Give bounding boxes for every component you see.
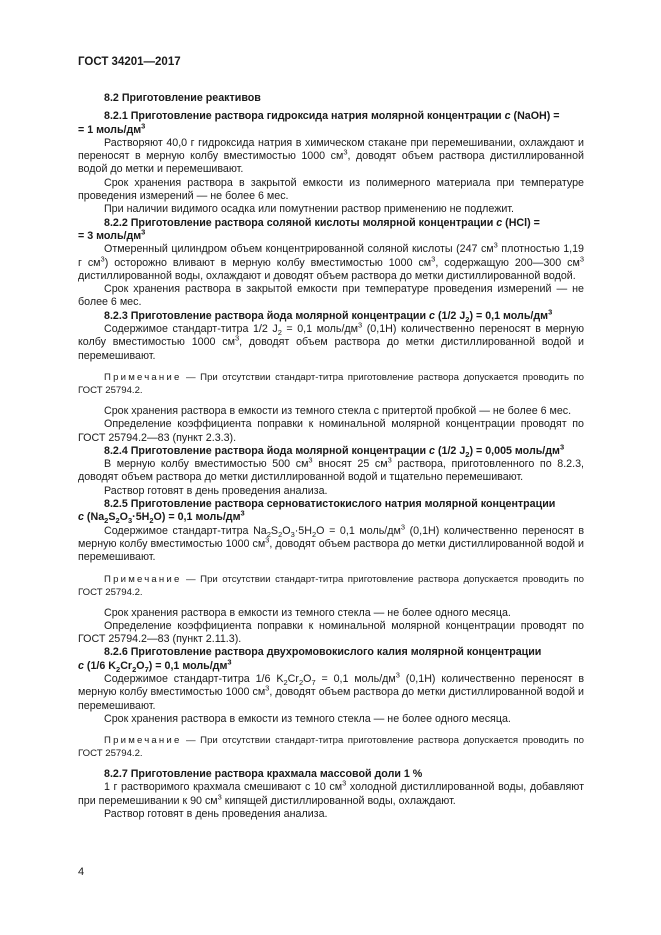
paragraph: В мерную колбу вместимостью 500 $см^3$ вносят 25 $см^3$ раствора, приготовленного по 8.2.3, доводят объем раствора до метки дистиллированной водой и тщательно перемешивают. [78,455,584,484]
heading-8-2-3: 8.2.3 Приготовление раствора йода молярной концентрации с (1/2 $J_2) = 0,1$ моль/$дм^3$ [104,307,553,324]
heading-8-2-6-cont: с (1/6 $K_2Cr_2O_7) = 0,1$ моль/$дм^3$ [78,657,232,674]
heading-8-2-1-cont: = 1 моль/$дм^3$ [78,121,146,136]
paragraph: Раствор готовят в день проведения анализа. [104,484,328,497]
paragraph: Срок хранения раствора в закрытой емкости при температуре проведения измерений — не более 6 мес. [78,283,584,309]
paragraph: Содержимое стандарт-титра 1/2 $J_2 = 0,1$ моль/$дм^3$ (0,1Н) количественно переносят в мерную колбу вместимостью 1000 $см^3$, доводят объем раствора до метки дистиллированной водой и перемешивают. [78,320,584,362]
paragraph: Содержимое стандарт-титра 1/6 $K_2Cr_2O_7 = 0,1$ моль/$дм^3$ (0,1Н) количественно переносят в мерную колбу вместимостью 1000 $см^3$, доводят объем раствора до метки дистиллированной водой и перемешивают. [78,670,585,712]
standard-header: ГОСТ 34201—2017 [78,56,181,68]
paragraph: Срок хранения раствора в емкости из темного стекла — не более одного месяца. [104,712,511,725]
paragraph: Определение коэффициента поправки к номинальной молярной концентрации проводят по ГОСТ 25794.2—83 (пункт 2.11.3). [78,619,584,646]
heading-8-2-1: 8.2.1 Приготовление раствора гидроксида натрия молярной концентрации с (NaOH) = [104,110,560,123]
heading-8-2-5: 8.2.5 Приготовление раствора серноватистокислого натрия молярной концентрации [104,498,556,511]
note: Примечание — При отсутствии стандарт-титра приготовление раствора допускается проводить по ГОСТ 25794.2. [78,573,584,598]
paragraph: Срок хранения раствора в емкости из темного стекла — не более одного месяца. [104,606,511,619]
heading-8-2-6: 8.2.6 Приготовление раствора двухромовокислого калия молярной концентрации [104,646,542,659]
paragraph: При наличии видимого осадка или помутнении раствор применению не подлежит. [104,203,514,216]
note: Примечание — При отсутствии стандарт-титра приготовление раствора допускается проводить по ГОСТ 25794.2. [78,371,584,396]
heading-8-2-4: 8.2.4 Приготовление раствора йода молярной концентрации с (1/2 $J_2) = 0,005$ моль/$дм^3$ [104,442,565,459]
note: Примечание — При отсутствии стандарт-титра приготовление раствора допускается проводить по ГОСТ 25794.2. [78,735,584,760]
paragraph: Срок хранения раствора в закрытой емкости из полимерного материала при температуре проведения измерений — не более 6 мес. [78,176,584,203]
heading-8-2-5-cont: с $(Na_2S_2O_3\cdot 5H_2O) = 0,1$ моль/$дм^3$ [78,508,245,526]
document-body [78,92,584,821]
paragraph: Определение коэффициента поправки к номинальной молярной концентрации проводят по ГОСТ 25794.2—83 (пункт 2.3.3). [78,418,584,444]
paragraph: Растворяют 40,0 г гидроксида натрия в химическом стакане при перемешивании, охлаждают и переносят в мерную колбу вместимостью 1000 $см^3$, доводят объем раствора дистиллированной водой до метки и перемешивают. [78,136,585,176]
paragraph: 1 г растворимого крахмала смешивают с 10 $см^3$ холодной дистиллированной воды, добавляют при перемешивании к 90 $см^3$ кипящей дистиллированной воды, охлаждают. [78,778,584,807]
paragraph: Отмеренный цилиндром объем концентрированной соляной кислоты (247 $см^3$ плотностью 1,19 г $см^3$) осторожно вливают в мерную колбу вместимостью 1000 $см^3$, содержащую 200—300 $см^3$ дистиллированной воды, охлаждают и доводят объем раствора до метки дистиллированной водой. [78,240,584,282]
page-number: 4 [78,866,85,878]
paragraph: Срок хранения раствора в емкости из темного стекла с притертой пробкой — не более 6 мес. [104,404,572,417]
paragraph: Содержимое стандарт-титра $Na_2S_2O_3\cdot 5H_2O = 0,1$ моль/$дм^3$ (0,1Н) количественно переносят в мерную колбу вместимостью 1000 $см^3$, доводят объем раствора до метки дистиллированной водой и перемешивают. [78,522,585,564]
section-title: 8.2 Приготовление реактивов [104,92,261,104]
heading-8-2-2-cont: = 3 моль/$дм^3$ [78,227,146,242]
heading-8-2-7: 8.2.7 Приготовление раствора крахмала массовой доли 1 % [104,768,423,781]
paragraph: Раствор готовят в день проведения анализа. [104,808,328,821]
heading-8-2-2: 8.2.2 Приготовление раствора соляной кислоты молярной концентрации с (HCl) = [104,216,540,229]
